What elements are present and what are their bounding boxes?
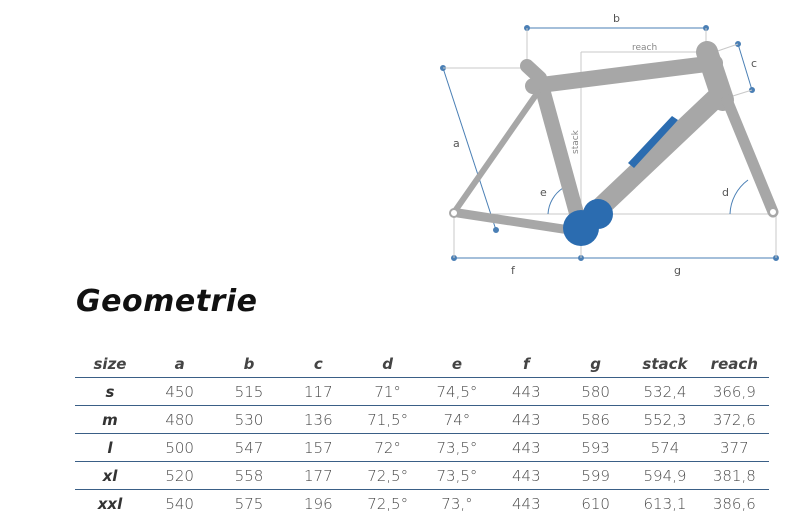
cell-stack: 574 (630, 434, 699, 462)
geometry-table (75, 350, 769, 517)
cell-stack: 532,4 (630, 378, 699, 406)
cell-e: 74° (422, 406, 491, 434)
cell-a: 540 (165, 494, 194, 513)
label-e: e (540, 186, 547, 199)
frame-geometry-diagram (430, 0, 800, 280)
table-row (75, 462, 769, 490)
header-e: e (422, 350, 491, 378)
label-d: d (722, 186, 729, 199)
header-b: b (214, 350, 283, 378)
cell-b: 558 (214, 462, 283, 490)
label-stack: stack (571, 130, 581, 154)
cell-c: 177 (284, 462, 353, 490)
header-size: size (75, 350, 145, 378)
header-reach: reach (700, 350, 769, 378)
cell-reach: 386,6 (712, 494, 756, 513)
cell-size: s (75, 378, 145, 406)
cell-f: 443 (492, 434, 561, 462)
table-row (75, 406, 769, 434)
cell-f: 443 (511, 494, 541, 513)
cell-f: 443 (492, 406, 561, 434)
cell-g: 580 (561, 378, 630, 406)
cell-e: 74,5° (422, 378, 491, 406)
cell-g: 586 (561, 406, 630, 434)
cell-g: 610 (581, 494, 610, 513)
cell-stack: 552,3 (630, 406, 699, 434)
cell-a: 450 (145, 378, 214, 406)
header-g: g (561, 350, 630, 378)
label-c: c (751, 57, 758, 70)
label-f: f (511, 264, 515, 277)
cell-size: m (75, 406, 145, 434)
cell-reach: 381,8 (700, 462, 769, 490)
header-f: f (492, 350, 561, 378)
header-c: c (284, 350, 353, 378)
cell-e: 73,° (441, 494, 473, 513)
header-d: d (353, 350, 422, 378)
table-row (75, 490, 769, 518)
label-a: a (453, 137, 460, 150)
label-reach: reach (632, 43, 658, 53)
cell-d: 72,5° (367, 494, 409, 513)
cell-reach: 377 (700, 434, 769, 462)
cell-size: l (75, 434, 145, 462)
cell-d: 71,5° (353, 406, 422, 434)
cell-f: 443 (492, 462, 561, 490)
cell-d: 72,5° (353, 462, 422, 490)
cell-e: 73,5° (422, 462, 491, 490)
header-stack: stack (630, 350, 699, 378)
header-a: a (145, 350, 214, 378)
cell-d: 72° (353, 434, 422, 462)
cell-c: 136 (284, 406, 353, 434)
table-header-row (75, 350, 769, 378)
table-row (75, 434, 769, 462)
cell-c: 117 (284, 378, 353, 406)
cell-g: 599 (561, 462, 630, 490)
page-title: Geometrie (76, 284, 258, 319)
cell-a: 480 (145, 406, 214, 434)
cell-size: xl (75, 462, 145, 490)
table-row (75, 378, 769, 406)
cell-g: 593 (561, 434, 630, 462)
cell-stack: 594,9 (630, 462, 699, 490)
cell-a: 500 (145, 434, 214, 462)
cell-b: 575 (234, 494, 264, 513)
label-b: b (613, 12, 620, 25)
cell-stack: 613,1 (643, 494, 687, 513)
cell-d: 71° (353, 378, 422, 406)
cell-c: 196 (304, 494, 333, 513)
cell-size: xxl (97, 494, 123, 513)
cell-a: 520 (145, 462, 214, 490)
cell-c: 157 (284, 434, 353, 462)
cell-b: 530 (214, 406, 283, 434)
label-g: g (674, 264, 681, 277)
cell-e: 73,5° (422, 434, 491, 462)
cell-b: 547 (214, 434, 283, 462)
cell-b: 515 (214, 378, 283, 406)
cell-reach: 372,6 (700, 406, 769, 434)
cell-f: 443 (492, 378, 561, 406)
cell-reach: 366,9 (700, 378, 769, 406)
